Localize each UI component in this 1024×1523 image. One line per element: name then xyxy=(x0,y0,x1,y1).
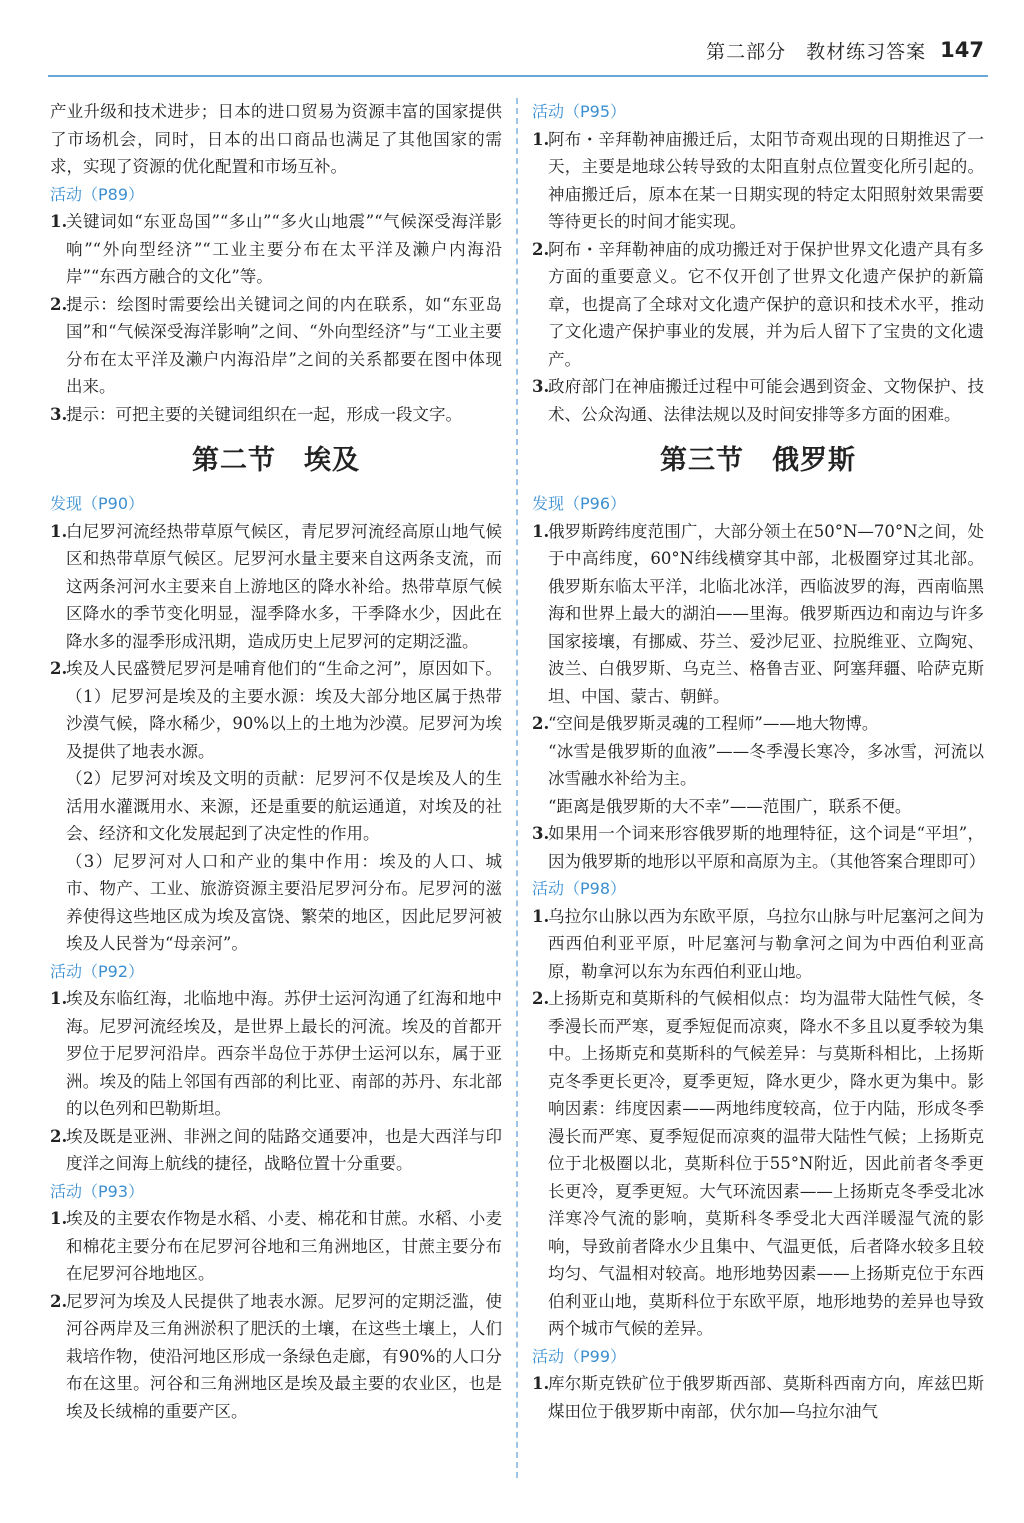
item-number: 1. xyxy=(50,521,68,541)
list-item xyxy=(532,126,984,236)
list-item xyxy=(50,1205,502,1288)
activity-tag-p92: 活动（P92） xyxy=(50,961,145,981)
item-number: 1. xyxy=(532,521,550,541)
list-item xyxy=(532,710,984,738)
column-divider xyxy=(516,98,518,1478)
item-text: 关键词如“东亚岛国”“多山”“多火山地震”“气候深受海洋影响”“外向型经济”“工业主要分布在太平洋及濑户内海沿岸”“东西方融合的文化”等。 xyxy=(66,212,502,286)
item-number: 3. xyxy=(532,377,550,396)
list-item xyxy=(50,1123,502,1178)
item-continuation: （2）尼罗河对埃及文明的贡献：尼罗河不仅是埃及人的生活用水灌溉用水、来源，还是重要的航运通道，对埃及的社会、经济和文化发展起到了决定性的作用。 xyxy=(66,769,502,843)
item-number: 2. xyxy=(50,1291,68,1311)
item-number: 3. xyxy=(532,824,550,843)
item-number: 1. xyxy=(50,212,68,231)
list-item xyxy=(50,1288,502,1426)
list-item xyxy=(50,401,502,429)
header-rule xyxy=(48,75,988,77)
list-item xyxy=(50,208,502,291)
list-item xyxy=(532,373,984,428)
item-text: “空间是俄罗斯灵魂的工程师”——地大物博。 xyxy=(548,714,879,733)
section-title-egypt: 第二节 埃及 xyxy=(192,445,360,476)
item-text: 提示：绘图时需要绘出关键词之间的内在联系，如“东亚岛国”和“气候深受海洋影响”之间、“外向型经济”与“工业主要分布在太平洋及濑户内海沿岸”之间的关系都要在图中体现出来。 xyxy=(66,294,502,396)
item-text: 白尼罗河流经热带草原气候区，青尼罗河流经高原山地气候区和热带草原气候区。尼罗河水量主要来自这两条支流，而这两条河河水主要来自上游地区的降水补给。热带草原气候区降水的季节变化明显，湿季降水多，干季降水少，因此在降水多的湿季形成汛期，造成历史上尼罗河的定期泛滥。 xyxy=(66,521,502,651)
page-number: 147 xyxy=(940,38,984,62)
item-number: 1. xyxy=(50,989,68,1008)
list-item xyxy=(532,236,984,374)
item-number: 2. xyxy=(50,294,68,314)
item-number: 1. xyxy=(532,129,550,149)
item-continuation: （3）尼罗河对人口和产业的集中作用：埃及的人口、城市、物产、工业、旅游资源主要沿尼罗河分布。尼罗河的滋养使得这些地区成为埃及富饶、繁荣的地区，因此尼罗河被埃及人民誉为“母亲河”。 xyxy=(66,851,502,953)
item-text: 埃及东临红海，北临地中海。苏伊士运河沟通了红海和地中海。尼罗河流经埃及，是世界上最长的河流。埃及的首都开罗位于尼罗河沿岸。西奈半岛位于苏伊士运河以东，属于亚洲。埃及的陆上邻国有西部的利比亚、南部的苏丹、东北部的以色列和巴勒斯坦。 xyxy=(66,989,502,1118)
item-number: 2. xyxy=(532,239,550,259)
list-item xyxy=(50,985,502,1123)
activity-tag-p99: 活动（P99） xyxy=(532,1346,627,1366)
item-number: 1. xyxy=(532,1374,550,1393)
page-header xyxy=(706,30,984,70)
list-item xyxy=(50,518,502,656)
item-text: 俄罗斯跨纬度范围广，大部分领土在50°N—70°N之间，处于中高纬度，60°N纬线横穿其中部，北极圈穿过其北部。俄罗斯东临太平洋，北临北冰洋，西临波罗的海，西南临黑海和世界上最大的湖泊——里海。俄罗斯西边和南边与许多国家接壤，有挪威、芬兰、爱沙尼亚、拉脱维亚、立陶宛、波兰、白俄罗斯、乌克兰、格鲁吉亚、阿塞拜疆、哈萨克斯坦、中国、蒙古、朝鲜。 xyxy=(548,521,984,706)
item-text: 库尔斯克铁矿位于俄罗斯西部、莫斯科西南方向，库兹巴斯煤田位于俄罗斯中南部，伏尔加—乌拉尔油气 xyxy=(548,1374,984,1421)
item-text: 政府部门在神庙搬迁过程中可能会遇到资金、文物保护、技术、公众沟通、法律法规以及时间安排等多方面的困难。 xyxy=(548,377,984,424)
item-number: 2. xyxy=(50,1126,68,1146)
item-text: 埃及人民盛赞尼罗河是哺育他们的“生命之河”，原因如下。（1）尼罗河是埃及的主要水源：埃及大部分地区属于热带沙漠气候，降水稀少，90%以上的土地为沙漠。尼罗河为埃及提供了地表水源。 xyxy=(66,659,502,761)
left-column xyxy=(50,98,502,1425)
header-title: 第二部分 教材练习答案 xyxy=(706,40,927,63)
activity-tag-p93: 活动（P93） xyxy=(50,1181,145,1201)
discovery-tag-p90: 发现（P90） xyxy=(50,494,145,513)
section-title-russia: 第三节 俄罗斯 xyxy=(660,445,856,476)
discovery-tag-p96: 发现（P96） xyxy=(532,494,627,513)
item-text: 提示：可把主要的关键词组织在一起，形成一段文字。 xyxy=(66,404,462,424)
item-number: 2. xyxy=(50,659,68,678)
item-text: 如果用一个词来形容俄罗斯的地理特征，这个词是“平坦”，因为俄罗斯的地形以平原和高原为主。（其他答案合理即可） xyxy=(548,824,986,871)
item-continuation: “冰雪是俄罗斯的血液”——冬季漫长寒冷，多冰雪，河流以冰雪融水补给为主。 xyxy=(548,741,984,788)
item-number: 3. xyxy=(50,404,68,424)
item-text: 乌拉尔山脉以西为东欧平原，乌拉尔山脉与叶尼塞河之间为西西伯利亚平原，叶尼塞河与勒拿河之间为中西伯利亚高原，勒拿河以东为东西伯利亚山地。 xyxy=(548,906,984,981)
item-text: 上扬斯克和莫斯科的气候相似点：均为温带大陆性气候，冬季漫长而严寒，夏季短促而凉爽，降水不多且以夏季较为集中。上扬斯克和莫斯科的气候差异：与莫斯科相比，上扬斯克冬季更长更冷，夏季更短，降水更少，降水更为集中。影响因素：纬度因素——两地纬度较高，位于内陆，形成冬季漫长而严寒、夏季短促而凉爽的温带大陆性气候；上扬斯克位于北极圈以北，莫斯科位于55°N附近，因此前者冬季更长更冷，夏季更短。大气环流因素——上扬斯克冬季受北冰洋寒冷气流的影响，莫斯科冬季受北大西洋暖湿气流的影响，导致前者降水少且集中、气温更低，后者降水较多且较均匀、气温相对较高。地形地势因素——上扬斯克位于东西伯利亚山地，莫斯科位于东欧平原，地形地势的差异也导致两个城市气候的差异。 xyxy=(548,989,984,1338)
list-item xyxy=(50,655,502,765)
item-number: 1. xyxy=(532,906,550,926)
list-item xyxy=(532,518,984,711)
list-item xyxy=(532,820,984,875)
list-item xyxy=(532,985,984,1343)
item-text: 阿布・辛拜勒神庙的成功搬迁对于保护世界文化遗产具有多方面的重要意义。它不仅开创了世界文化遗产保护的新篇章，也提高了全球对文化遗产保护的意识和技术水平，推动了文化遗产保护事业的发展，并为后人留下了宝贵的文化遗产。 xyxy=(548,239,984,369)
item-number: 1. xyxy=(50,1209,68,1228)
item-number: 2. xyxy=(532,714,550,733)
list-item xyxy=(50,291,502,401)
item-number: 2. xyxy=(532,989,550,1008)
item-text: 阿布・辛拜勒神庙搬迁后，太阳节奇观出现的日期推迟了一天，主要是地球公转导致的太阳直射点位置变化所引起的。神庙搬迁后，原本在某一日期实现的特定太阳照射效果需要等待更长的时间才能实现。 xyxy=(548,129,984,231)
activity-tag-p89: 活动（P89） xyxy=(50,184,145,204)
intro-paragraph: 产业升级和技术进步；日本的进口贸易为资源丰富的国家提供了市场机会，同时，日本的出口商品也满足了其他国家的需求，实现了资源的优化配置和市场互补。 xyxy=(50,102,502,176)
item-text: 尼罗河为埃及人民提供了地表水源。尼罗河的定期泛滥，使河谷两岸及三角洲淤积了肥沃的土壤，在这些土壤上，人们栽培作物，使沿河地区形成一条绿色走廊，有90%的人口分布在这里。河谷和三角洲地区是埃及最主要的农业区，也是埃及长绒棉的重要产区。 xyxy=(66,1291,502,1421)
list-item xyxy=(532,1370,984,1425)
activity-tag-p98: 活动（P98） xyxy=(532,879,627,898)
list-item xyxy=(532,903,984,986)
right-column xyxy=(532,98,984,1425)
item-continuation: “距离是俄罗斯的大不幸”——范围广，联系不便。 xyxy=(548,796,912,816)
item-text: 埃及既是亚洲、非洲之间的陆路交通要冲，也是大西洋与印度洋之间海上航线的捷径，战略位置十分重要。 xyxy=(66,1126,502,1173)
item-text: 埃及的主要农作物是水稻、小麦、棉花和甘蔗。水稻、小麦和棉花主要分布在尼罗河谷地和三角洲地区，甘蔗主要分布在尼罗河谷地地区。 xyxy=(66,1209,502,1283)
activity-tag-p95: 活动（P95） xyxy=(532,102,627,121)
